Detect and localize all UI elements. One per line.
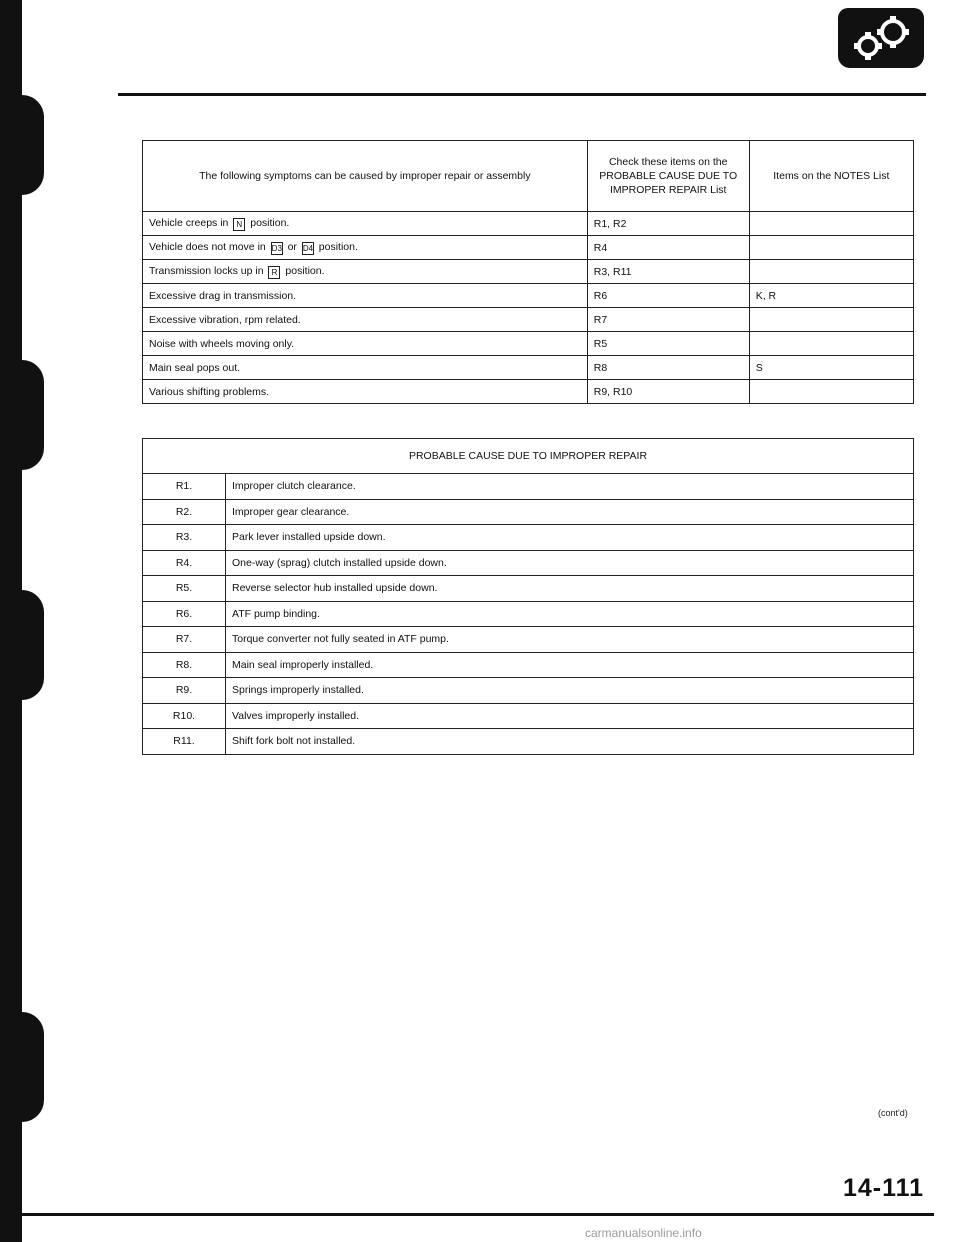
cause-text: Park lever installed upside down. — [226, 525, 914, 551]
cause-row — [143, 550, 914, 576]
symptom-text: or — [284, 240, 300, 253]
cause-row — [143, 678, 914, 704]
cause-text: Reverse selector hub installed upside down. — [226, 576, 914, 602]
symptom-cell: Excessive drag in transmission. — [143, 284, 588, 308]
notes-cell: S — [749, 356, 913, 380]
check-items-cell: R4 — [587, 236, 749, 260]
cause-number: R10. — [143, 703, 226, 729]
symptom-cell — [143, 260, 588, 284]
position-d4-box: D4 — [302, 243, 314, 253]
cause-number: R11. — [143, 729, 226, 755]
footer-rule — [22, 1213, 934, 1216]
section-tab — [22, 95, 44, 195]
gears-icon — [838, 8, 924, 68]
cause-text: Springs improperly installed. — [226, 678, 914, 704]
symptoms-table — [142, 140, 914, 404]
watermark-text: carmanualsonline.info — [585, 1226, 702, 1240]
cause-text: Torque converter not fully seated in ATF pump. — [226, 627, 914, 653]
notes-column-header: Items on the NOTES List — [749, 141, 913, 212]
check-items-cell: R8 — [587, 356, 749, 380]
cause-number: R2. — [143, 499, 226, 525]
cause-text: Improper gear clearance. — [226, 499, 914, 525]
cause-number: R5. — [143, 576, 226, 602]
cause-row — [143, 474, 914, 500]
notes-cell — [749, 380, 913, 404]
section-tab — [22, 360, 44, 470]
cause-row — [143, 652, 914, 678]
symptom-text: position. — [282, 264, 325, 277]
symptom-cell: Main seal pops out. — [143, 356, 588, 380]
cause-row — [143, 729, 914, 755]
cause-row — [143, 627, 914, 653]
cause-row — [143, 576, 914, 602]
cause-number: R1. — [143, 474, 226, 500]
symptom-row — [143, 284, 914, 308]
check-items-cell: R9, R10 — [587, 380, 749, 404]
probable-cause-title: PROBABLE CAUSE DUE TO IMPROPER REPAIR — [143, 439, 914, 474]
symptoms-header-row — [143, 141, 914, 212]
binding-strip — [0, 0, 12, 1242]
cause-number: R3. — [143, 525, 226, 551]
check-items-cell: R3, R11 — [587, 260, 749, 284]
position-n-box: N — [233, 218, 245, 231]
page-spine — [12, 0, 22, 1242]
symptom-cell: Various shifting problems. — [143, 380, 588, 404]
section-tab — [22, 590, 44, 700]
symptom-row — [143, 332, 914, 356]
cause-row — [143, 703, 914, 729]
probable-cause-title-row — [143, 439, 914, 474]
cause-row — [143, 601, 914, 627]
position-r-box: R — [268, 266, 280, 279]
notes-cell — [749, 308, 913, 332]
check-items-column-header: Check these items on the PROBABLE CAUSE DUE TO IMPROPER REPAIR List — [587, 141, 749, 212]
cause-text: Valves improperly installed. — [226, 703, 914, 729]
symptom-text: position. — [315, 240, 358, 253]
symptom-cell — [143, 236, 588, 260]
cause-number: R7. — [143, 627, 226, 653]
check-items-cell: R1, R2 — [587, 212, 749, 236]
symptom-column-header: The following symptoms can be caused by improper repair or assembly — [143, 141, 588, 212]
notes-cell — [749, 212, 913, 236]
notes-cell — [749, 236, 913, 260]
cause-text: ATF pump binding. — [226, 601, 914, 627]
symptom-text: Transmission locks up in — [149, 264, 267, 277]
symptom-cell: Excessive vibration, rpm related. — [143, 308, 588, 332]
page-number: 14-111 — [843, 1174, 925, 1202]
symptom-row — [143, 308, 914, 332]
cause-text: Main seal improperly installed. — [226, 652, 914, 678]
symptom-row — [143, 260, 914, 284]
cause-number: R4. — [143, 550, 226, 576]
check-items-cell: R7 — [587, 308, 749, 332]
check-items-cell: R5 — [587, 332, 749, 356]
symptom-text: Vehicle creeps in — [149, 216, 232, 229]
cause-number: R6. — [143, 601, 226, 627]
notes-cell — [749, 260, 913, 284]
cause-number: R8. — [143, 652, 226, 678]
symptom-row — [143, 380, 914, 404]
symptom-cell — [143, 212, 588, 236]
cause-text: Shift fork bolt not installed. — [226, 729, 914, 755]
cause-text: One-way (sprag) clutch installed upside down. — [226, 550, 914, 576]
symptom-text: position. — [247, 216, 290, 229]
check-items-cell: R6 — [587, 284, 749, 308]
symptom-cell: Noise with wheels moving only. — [143, 332, 588, 356]
symptom-row — [143, 212, 914, 236]
cause-row — [143, 525, 914, 551]
cause-row — [143, 499, 914, 525]
cause-number: R9. — [143, 678, 226, 704]
position-d3-box: D3 — [271, 243, 282, 253]
symptom-row — [143, 236, 914, 260]
notes-cell: K, R — [749, 284, 913, 308]
symptom-row — [143, 356, 914, 380]
header-rule — [118, 93, 926, 96]
cause-text: Improper clutch clearance. — [226, 474, 914, 500]
probable-cause-table — [142, 438, 914, 755]
symptom-text: Vehicle does not move in — [149, 240, 269, 253]
notes-cell — [749, 332, 913, 356]
section-tab — [22, 1012, 44, 1122]
continued-label: (cont'd) — [878, 1108, 908, 1118]
